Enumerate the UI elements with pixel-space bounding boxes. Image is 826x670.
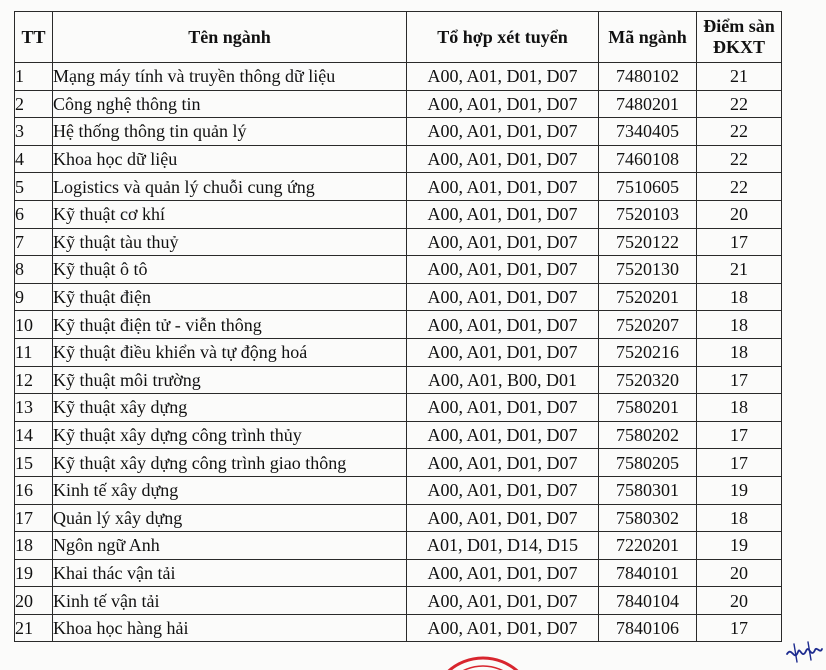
cell-min-score: 22 [697,173,782,201]
table-row [15,476,782,504]
cell-min-score: 18 [697,394,782,422]
cell-tt: 3 [15,118,53,146]
cell-tt: 21 [15,614,53,642]
table-row [15,118,782,146]
cell-tt: 5 [15,173,53,201]
cell-subject-combination: A00, A01, B00, D01 [407,366,599,394]
header-min-score-line2: ĐKXT [712,37,765,57]
cell-major-name: Kỹ thuật điện [53,283,407,311]
cell-major-name: Kỹ thuật ô tô [53,256,407,284]
official-seal-stamp [428,655,538,670]
cell-major-code: 7580202 [599,421,697,449]
cell-tt: 11 [15,338,53,366]
cell-major-name: Công nghệ thông tin [53,90,407,118]
cell-subject-combination: A00, A01, D01, D07 [407,559,599,587]
cell-major-code: 7840101 [599,559,697,587]
cell-major-code: 7520320 [599,366,697,394]
cell-major-name: Kỹ thuật cơ khí [53,200,407,228]
cell-major-name: Quản lý xây dựng [53,504,407,532]
cell-tt: 12 [15,366,53,394]
table-row [15,200,782,228]
header-subject-combination: Tổ hợp xét tuyển [407,12,599,63]
cell-major-name: Hệ thống thông tin quản lý [53,118,407,146]
header-tt: TT [15,12,53,63]
cell-tt: 16 [15,476,53,504]
cell-major-code: 7510605 [599,173,697,201]
cell-major-code: 7520216 [599,338,697,366]
header-min-score-line1: Điểm sàn [703,16,775,36]
cell-major-code: 7580301 [599,476,697,504]
cell-major-code: 7840104 [599,587,697,615]
cell-major-code: 7520130 [599,256,697,284]
cell-major-name: Mạng máy tính và truyền thông dữ liệu [53,63,407,91]
table-row [15,449,782,477]
cell-subject-combination: A00, A01, D01, D07 [407,118,599,146]
cell-subject-combination: A00, A01, D01, D07 [407,63,599,91]
cell-tt: 18 [15,532,53,560]
cell-major-name: Kinh tế xây dựng [53,476,407,504]
cell-major-name: Kỹ thuật xây dựng [53,394,407,422]
cell-major-code: 7520207 [599,311,697,339]
table-row [15,283,782,311]
cell-major-code: 7460108 [599,145,697,173]
cell-tt: 8 [15,256,53,284]
table-row [15,228,782,256]
cell-tt: 15 [15,449,53,477]
cell-min-score: 17 [697,449,782,477]
cell-major-name: Khoa học dữ liệu [53,145,407,173]
table-row [15,173,782,201]
cell-subject-combination: A00, A01, D01, D07 [407,504,599,532]
cell-tt: 17 [15,504,53,532]
header-major-code: Mã ngành [599,12,697,63]
cell-tt: 6 [15,200,53,228]
cell-min-score: 19 [697,532,782,560]
cell-subject-combination: A00, A01, D01, D07 [407,283,599,311]
table-row [15,338,782,366]
cell-tt: 9 [15,283,53,311]
cell-subject-combination: A00, A01, D01, D07 [407,90,599,118]
cell-subject-combination: A00, A01, D01, D07 [407,421,599,449]
cell-min-score: 21 [697,256,782,284]
cell-major-code: 7580205 [599,449,697,477]
cell-subject-combination: A00, A01, D01, D07 [407,449,599,477]
cell-major-name: Khai thác vận tải [53,559,407,587]
signature-mark [784,632,824,668]
cell-major-code: 7480102 [599,63,697,91]
cell-major-name: Khoa học hàng hải [53,614,407,642]
header-min-score [697,12,782,63]
cell-min-score: 18 [697,338,782,366]
cell-major-code: 7480201 [599,90,697,118]
cell-subject-combination: A01, D01, D14, D15 [407,532,599,560]
table-row [15,90,782,118]
cell-min-score: 17 [697,366,782,394]
cell-min-score: 18 [697,504,782,532]
cell-major-name: Ngôn ngữ Anh [53,532,407,560]
cell-min-score: 17 [697,228,782,256]
cell-major-code: 7220201 [599,532,697,560]
cell-subject-combination: A00, A01, D01, D07 [407,200,599,228]
table-row [15,394,782,422]
cell-subject-combination: A00, A01, D01, D07 [407,614,599,642]
table-body [15,63,782,642]
cell-min-score: 22 [697,90,782,118]
cell-major-code: 7520103 [599,200,697,228]
cell-subject-combination: A00, A01, D01, D07 [407,228,599,256]
cell-min-score: 17 [697,614,782,642]
table-header-row [15,12,782,63]
table-row [15,63,782,91]
cell-major-name: Kỹ thuật điện tử - viễn thông [53,311,407,339]
cell-tt: 2 [15,90,53,118]
cell-tt: 7 [15,228,53,256]
cell-tt: 10 [15,311,53,339]
cell-major-code: 7520201 [599,283,697,311]
cell-subject-combination: A00, A01, D01, D07 [407,173,599,201]
cell-min-score: 22 [697,145,782,173]
table-row [15,559,782,587]
cell-min-score: 21 [697,63,782,91]
cell-tt: 14 [15,421,53,449]
cell-major-code: 7580201 [599,394,697,422]
cell-major-name: Kỹ thuật xây dựng công trình thủy [53,421,407,449]
cell-tt: 1 [15,63,53,91]
cell-major-code: 7580302 [599,504,697,532]
admissions-score-table [14,11,782,642]
cell-min-score: 18 [697,311,782,339]
cell-major-name: Kinh tế vận tải [53,587,407,615]
table-row [15,145,782,173]
table-row [15,311,782,339]
cell-min-score: 19 [697,476,782,504]
table-row [15,504,782,532]
table-row [15,587,782,615]
cell-min-score: 20 [697,559,782,587]
cell-subject-combination: A00, A01, D01, D07 [407,338,599,366]
cell-major-name: Kỹ thuật môi trường [53,366,407,394]
cell-major-name: Kỹ thuật điều khiển và tự động hoá [53,338,407,366]
cell-subject-combination: A00, A01, D01, D07 [407,394,599,422]
cell-tt: 13 [15,394,53,422]
cell-min-score: 20 [697,587,782,615]
table-row [15,614,782,642]
cell-subject-combination: A00, A01, D01, D07 [407,256,599,284]
cell-major-code: 7520122 [599,228,697,256]
cell-major-code: 7340405 [599,118,697,146]
cell-major-code: 7840106 [599,614,697,642]
cell-min-score: 22 [697,118,782,146]
cell-major-name: Kỹ thuật tàu thuỷ [53,228,407,256]
table-row [15,256,782,284]
cell-tt: 20 [15,587,53,615]
cell-subject-combination: A00, A01, D01, D07 [407,587,599,615]
table-row [15,421,782,449]
cell-subject-combination: A00, A01, D01, D07 [407,145,599,173]
cell-min-score: 20 [697,200,782,228]
table-row [15,366,782,394]
header-major-name: Tên ngành [53,12,407,63]
cell-min-score: 18 [697,283,782,311]
cell-min-score: 17 [697,421,782,449]
cell-subject-combination: A00, A01, D01, D07 [407,311,599,339]
cell-tt: 19 [15,559,53,587]
cell-tt: 4 [15,145,53,173]
cell-major-name: Kỹ thuật xây dựng công trình giao thông [53,449,407,477]
table-row [15,532,782,560]
cell-subject-combination: A00, A01, D01, D07 [407,476,599,504]
cell-major-name: Logistics và quản lý chuỗi cung ứng [53,173,407,201]
